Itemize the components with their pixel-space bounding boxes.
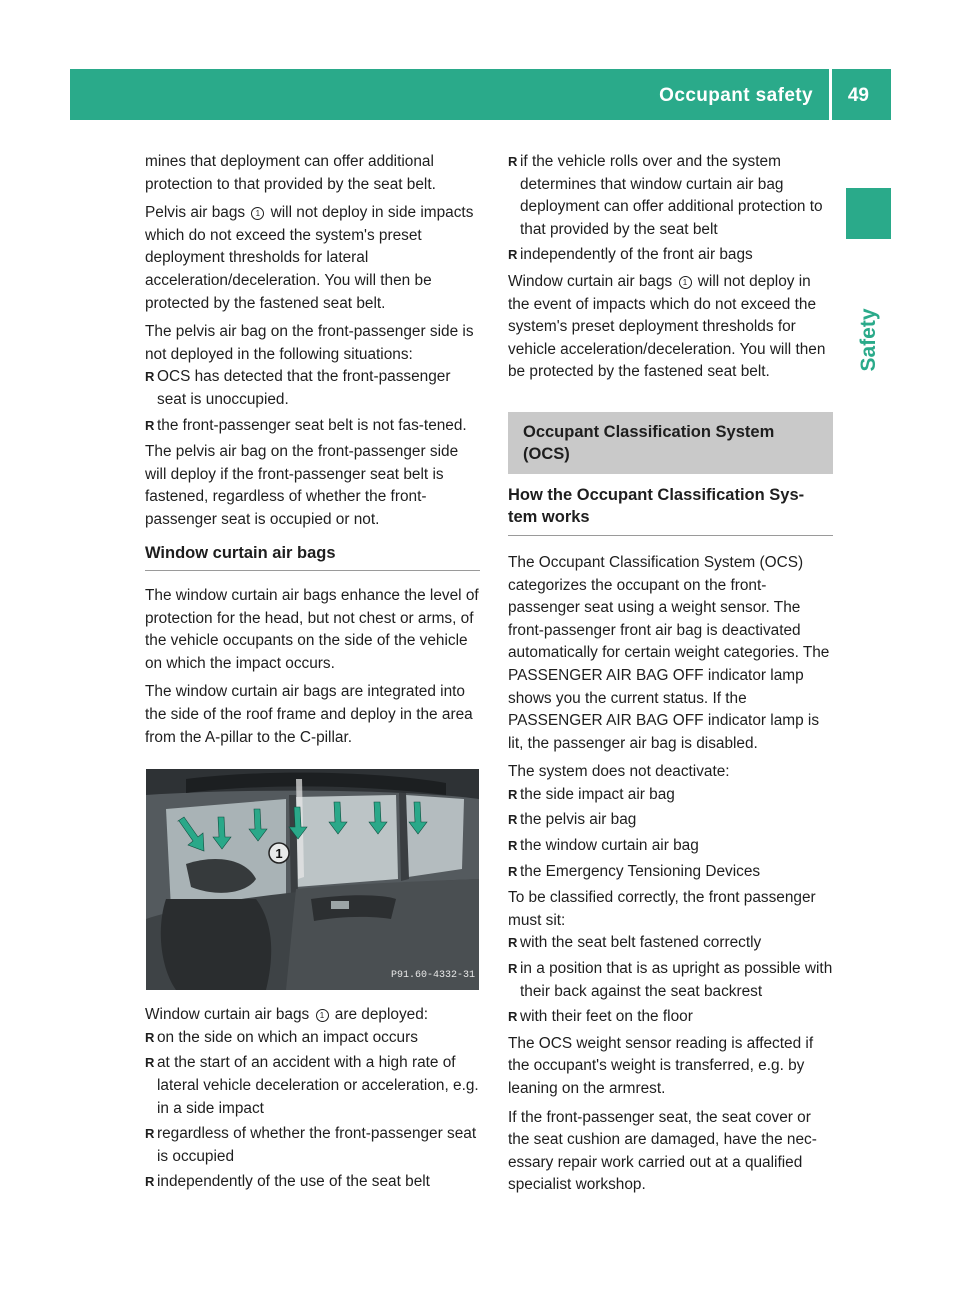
callout-1-icon: 1: [316, 1009, 329, 1022]
chapter-tab: [846, 188, 891, 239]
section-title: Occupant safety: [659, 85, 813, 106]
figure-code: P91.60-4332-31: [390, 969, 475, 981]
paragraph: The pelvis air bag on the front-passenger side is not deployed in the following situations:: [145, 323, 474, 363]
bullet-list: [145, 366, 480, 437]
list-item: R the Emergency Tensioning Devices: [508, 862, 761, 880]
list-item: R the front-passenger seat belt is not fas-tened.: [145, 416, 467, 434]
list-item: R with the seat belt fastened correctly: [508, 934, 762, 952]
list-item: R OCS has detected that the front-passenger seat is unoccupied.: [145, 368, 451, 408]
callout-1-icon: 1: [251, 207, 264, 220]
paragraph: The pelvis air bag on the front-passenger side will deploy if the front-passenger seat belt is fastened, regardless of whether the front-passenger seat is occupied or not.: [145, 443, 459, 528]
subheading-how-ocs-works: How the Occupant Classification Sys-tem works: [508, 484, 833, 536]
paragraph: If the front-passenger seat, the seat cover or the seat cushion are damaged, have the nec-essary repair work carried out at a qualified specialist workshop.: [508, 1108, 817, 1194]
list-item: R independently of the front air bags: [508, 246, 753, 264]
paragraph: The window curtain air bags are integrated into the side of the roof frame and deploy in the area from the A-pillar to the C-pillar.: [145, 683, 473, 746]
callout-1-icon: 1: [679, 276, 692, 289]
header-bar: [70, 69, 891, 120]
paragraph: The system does not deactivate:: [508, 763, 730, 781]
list-item: R regardless of whether the front-passenger seat is occupied: [145, 1125, 477, 1165]
bullet-list: [145, 1027, 480, 1194]
section-heading-ocs: Occupant Classification System (OCS): [508, 412, 833, 474]
paragraph: Window curtain air bags 1 will not deploy in the event of impacts which do not exceed the system's preset deployment thresholds for vehicle acceleration/deceleration. You will then be protected by the fastened seat belt.: [508, 272, 826, 381]
page-number: 49: [847, 85, 869, 106]
curtain-airbag-illustration: [146, 769, 479, 990]
paragraph: To be classified correctly, the front passenger must sit:: [508, 889, 816, 929]
bullet-list: [508, 932, 833, 1028]
list-item: R with their feet on the floor: [508, 1008, 693, 1026]
list-item: R the window curtain air bag: [508, 837, 699, 855]
list-item: R on the side on which an impact occurs: [145, 1028, 418, 1046]
paragraph: mines that deployment can offer additional protection to that provided by the seat belt.: [145, 153, 436, 193]
list-item: R if the vehicle rolls over and the system determines that window curtain air bag deployment can offer additional protection to that provided by the seat belt: [508, 153, 823, 238]
paragraph: Pelvis air bags 1 will not deploy in side impacts which do not exceed the system's preset deployment thresholds for lateral acceleration/deceleration. You will then be protected by the fastened seat belt.: [145, 204, 474, 312]
list-item: R the side impact air bag: [508, 785, 675, 803]
list-item: R the pelvis air bag: [508, 811, 637, 829]
right-column: [508, 151, 833, 1203]
svg-text:1: 1: [275, 846, 283, 862]
subheading-window-curtain: Window curtain air bags: [145, 542, 480, 572]
bullet-list: [508, 784, 833, 883]
list-item: R in a position that is as upright as possible with their back against the seat backrest: [508, 960, 833, 1000]
paragraph: The window curtain air bags enhance the level of protection for the head, but not chest or arms, of the vehicle occupants on the side of the vehicle on which the impact occurs.: [145, 587, 479, 672]
left-column: [145, 151, 480, 1198]
header-divider: [829, 69, 832, 120]
paragraph: Window curtain air bags 1 are deployed:: [145, 1006, 429, 1024]
paragraph: The OCS weight sensor reading is affected if the occupant's weight is transferred, e.g. by leaning on the armrest.: [508, 1034, 814, 1097]
paragraph: The Occupant Classification System (OCS) categorizes the occupant on the front-passenger seat using a weight sensor. The front-passenger front air bag is deactivated automatically for certain weight categories. The PASSENGER AIR BAG OFF indicator lamp shows you the current status. If the PASSENGER AIR BAG OFF indicator lamp is lit, the passenger air bag is disabled.: [508, 553, 830, 752]
bullet-list: [508, 151, 833, 267]
list-item: R independently of the use of the seat belt: [145, 1173, 430, 1191]
chapter-label: Safety: [857, 308, 880, 372]
list-item: R at the start of an accident with a high rate of lateral vehicle deceleration or acceleration, e.g. in a side impact: [145, 1054, 479, 1117]
